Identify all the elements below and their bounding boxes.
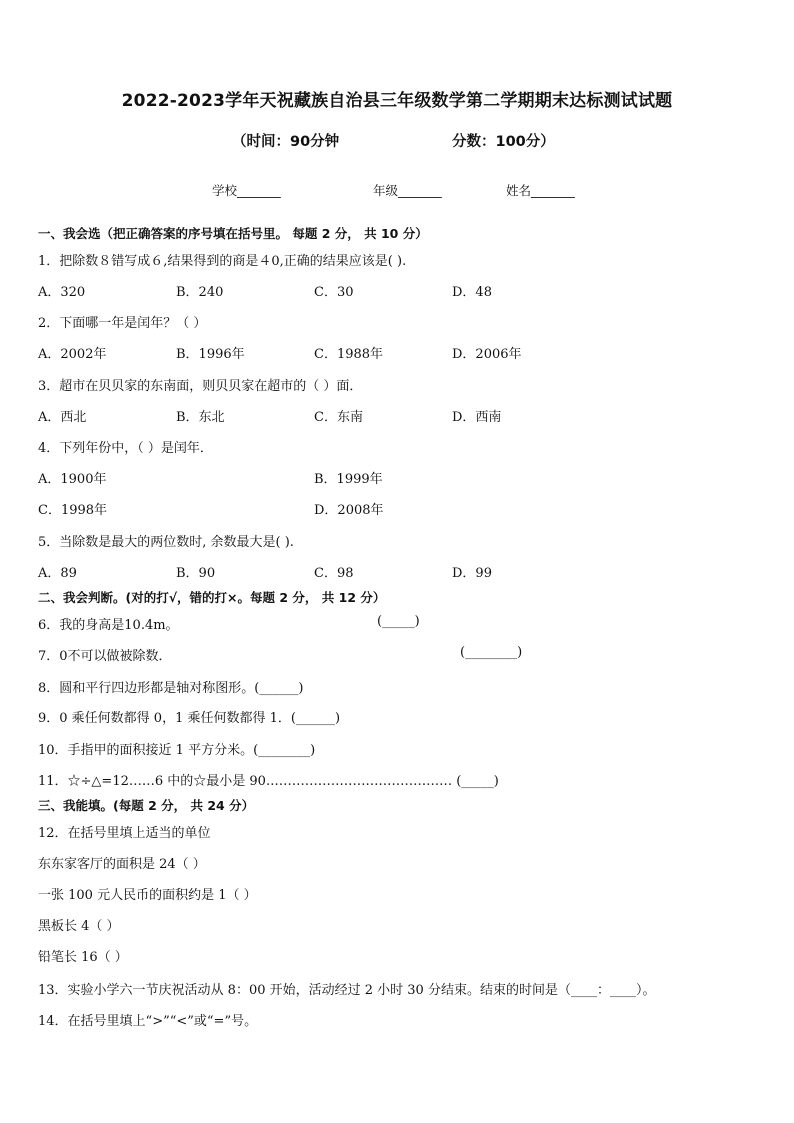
grade-field: 年级_______ xyxy=(373,183,442,198)
question-text: 12．在括号里填上适当的单位 xyxy=(38,826,211,841)
option: D．西南 xyxy=(452,410,502,425)
option: A．西北 xyxy=(38,410,87,425)
option: C．东南 xyxy=(314,410,363,425)
option: D．99 xyxy=(452,566,492,581)
answer-blank: (________) xyxy=(460,645,523,660)
question-text: 8．圆和平行四边形都是轴对称图形。(______) xyxy=(38,681,304,696)
option: C．98 xyxy=(314,566,354,581)
question-text: 3．超市在贝贝家的东南面，则贝贝家在超市的（ ）面． xyxy=(38,379,363,394)
question-text: 2．下面哪一年是闰年？（ ） xyxy=(38,316,207,331)
school-field: 学校_______ xyxy=(212,183,281,198)
option: B．1996年 xyxy=(176,347,245,362)
question-text: 10．手指甲的面积接近 1 平方分米。(________) xyxy=(38,743,316,758)
exam-time: （时间：90分钟 xyxy=(232,134,340,150)
option: B．90 xyxy=(176,566,216,581)
option: A．1900年 xyxy=(38,472,107,487)
fill-item: 东东家客厅的面积是 24（ ） xyxy=(38,857,206,872)
section-heading: 二、我会判断。(对的打√，错的打×。每题 2 分， 共 12 分） xyxy=(38,590,386,605)
question-text: 9．0 乘任何数都得 0，1 乘任何数都得 1．(______) xyxy=(38,711,341,726)
name-field: 姓名_______ xyxy=(506,183,575,198)
option: D．48 xyxy=(452,285,492,300)
fill-item: 铅笔长 16（ ） xyxy=(38,950,128,965)
question-text: 1．把除数８错写成６,结果得到的商是４0,正确的结果应该是( ). xyxy=(38,254,407,269)
fill-item: 黑板长 4（ ） xyxy=(38,919,120,934)
option: D．2006年 xyxy=(452,347,522,362)
option: A．2002年 xyxy=(38,347,107,362)
option: D．2008年 xyxy=(314,503,384,518)
question-text: 7．0不可以做被除数． xyxy=(38,649,172,664)
section-heading: 三、我能填。(每题 2 分， 共 24 分） xyxy=(38,798,255,813)
question-text: 4．下列年份中，（ ）是闰年． xyxy=(38,441,213,456)
answer-blank: (_____) xyxy=(377,614,420,629)
section-heading: 一、我会选（把正确答案的序号填在括号里。 每题 2 分， 共 10 分） xyxy=(38,226,428,241)
question-text: 11．☆÷△=12……6 中的☆最小是 90.…………………………………… (_____) xyxy=(38,774,499,789)
option: B．东北 xyxy=(176,410,225,425)
option: C．1998年 xyxy=(38,503,108,518)
fill-item: 一张 100 元人民币的面积约是 1（ ） xyxy=(38,888,257,903)
option: A．89 xyxy=(38,566,77,581)
exam-score: 分数：100分） xyxy=(452,134,555,150)
option: C．1988年 xyxy=(314,347,384,362)
option: A．320 xyxy=(38,285,86,300)
option: C．30 xyxy=(314,285,354,300)
question-text: 13．实验小学六一节庆祝活动从 8：00 开始，活动经过 2 小时 30 分结束。结束的时间是（____：____）。 xyxy=(38,983,656,998)
question-text: 14．在括号里填上“>”“<”或“=”号。 xyxy=(38,1014,258,1029)
page-title: 2022-2023学年天祝藏族自治县三年级数学第二学期期末达标测试试题 xyxy=(121,91,673,111)
question-text: 5．当除数是最大的两位数时, 余数最大是( ). xyxy=(38,535,294,550)
option: B．240 xyxy=(176,285,224,300)
option: B．1999年 xyxy=(314,472,383,487)
question-text: 6．我的身高是10.4m。 xyxy=(38,618,179,633)
